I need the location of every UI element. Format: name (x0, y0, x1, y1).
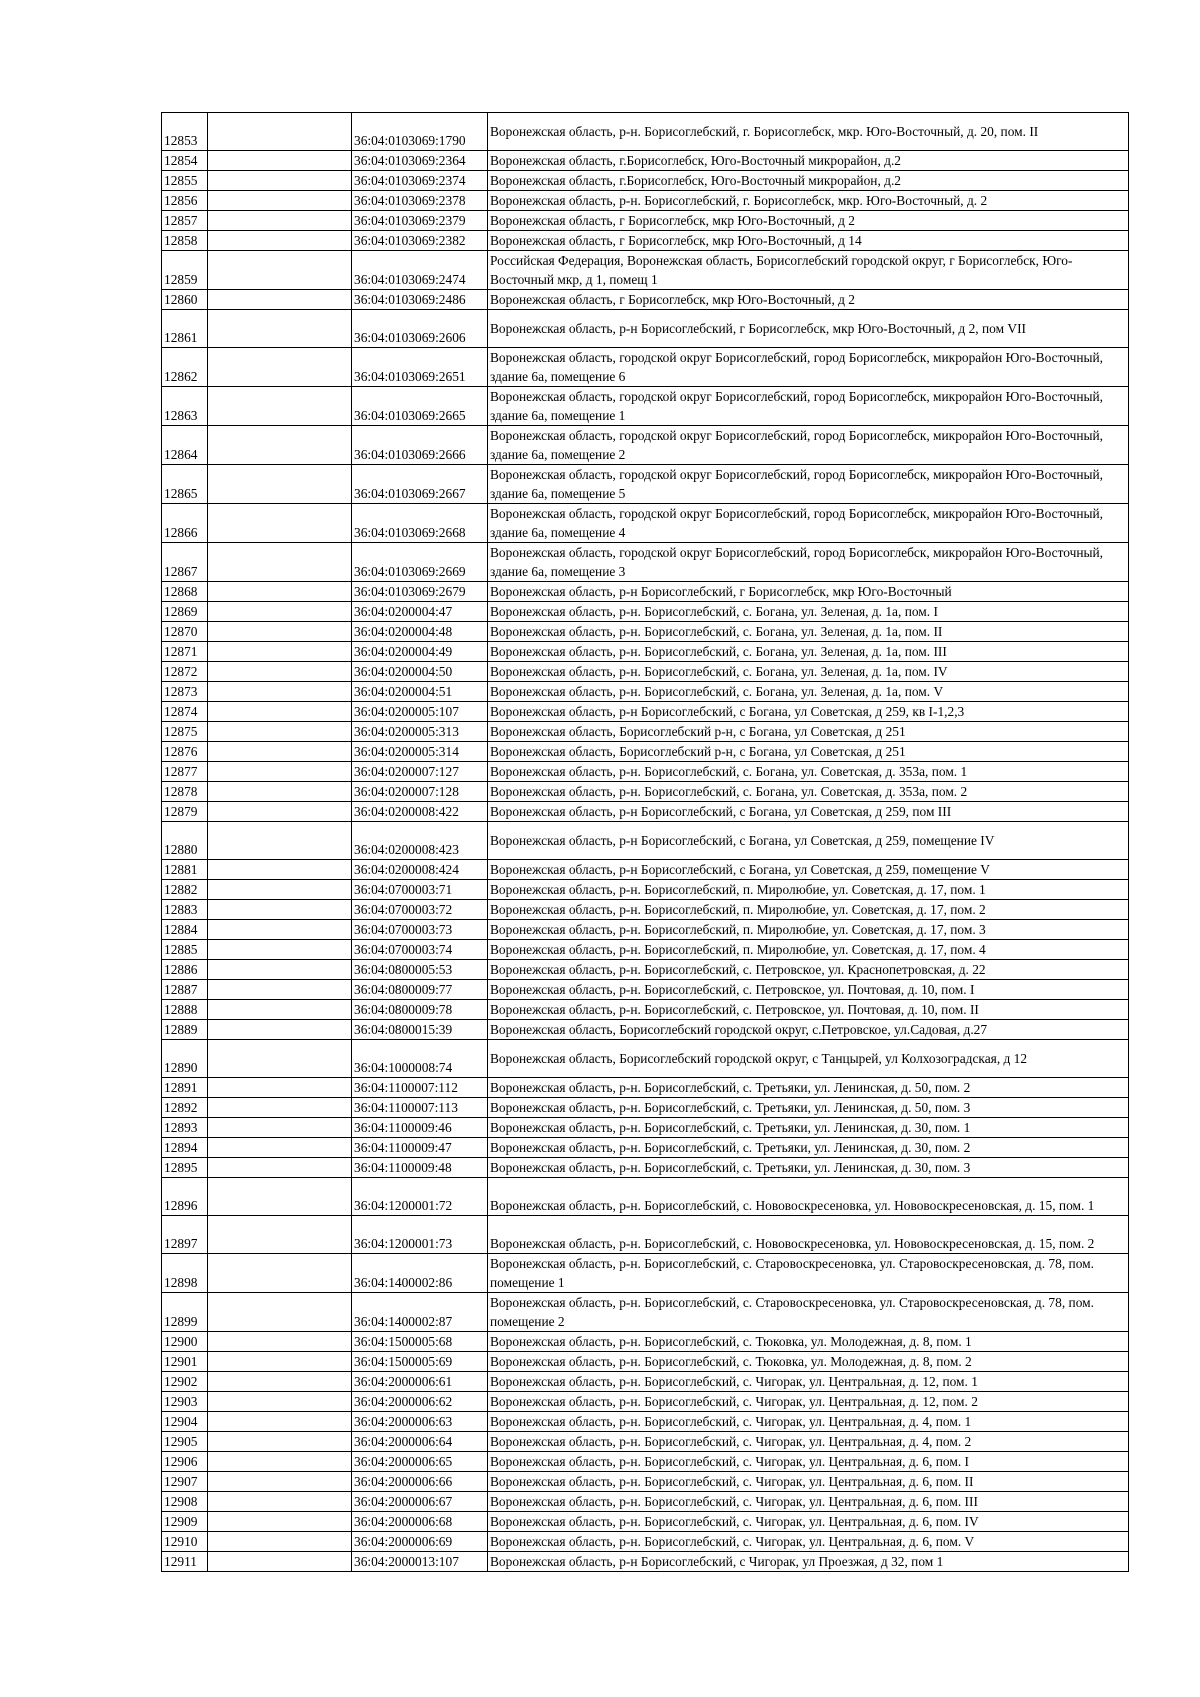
cadastral-number-cell: 36:04:0103069:1790 (352, 113, 488, 151)
table-row (162, 348, 1129, 387)
empty-cell (208, 465, 352, 504)
cadastral-number-cell: 36:04:0200005:314 (352, 742, 488, 762)
empty-cell (208, 1138, 352, 1158)
cadastral-number-cell: 36:04:0200007:128 (352, 782, 488, 802)
cadastral-number-cell: 36:04:2000006:61 (352, 1372, 488, 1392)
row-number-cell: 12884 (162, 920, 208, 940)
empty-cell (208, 702, 352, 722)
cadastral-number-cell: 36:04:0200004:50 (352, 662, 488, 682)
table-row (162, 1254, 1129, 1293)
table-row (162, 1452, 1129, 1472)
row-number-cell: 12905 (162, 1432, 208, 1452)
address-cell: Воронежская область, р-н. Борисоглебский, с. Чигорак, ул. Центральная, д. 6, пом. II (488, 1472, 1129, 1492)
empty-cell (208, 251, 352, 290)
row-number-cell: 12891 (162, 1078, 208, 1098)
table-row (162, 602, 1129, 622)
row-number-cell: 12876 (162, 742, 208, 762)
row-number-cell: 12881 (162, 860, 208, 880)
table-row (162, 1332, 1129, 1352)
empty-cell (208, 900, 352, 920)
table-row (162, 171, 1129, 191)
empty-cell (208, 1000, 352, 1020)
row-number-cell: 12911 (162, 1552, 208, 1572)
table-row (162, 465, 1129, 504)
empty-cell (208, 860, 352, 880)
cadastral-number-cell: 36:04:1000008:74 (352, 1040, 488, 1078)
empty-cell (208, 1098, 352, 1118)
cadastral-number-cell: 36:04:2000006:69 (352, 1532, 488, 1552)
table-row (162, 1492, 1129, 1512)
row-number-cell: 12856 (162, 191, 208, 211)
empty-cell (208, 642, 352, 662)
address-cell: Воронежская область, р-н. Борисоглебский, с. Чигорак, ул. Центральная, д. 6, пом. IV (488, 1512, 1129, 1532)
table-row (162, 151, 1129, 171)
cadastral-number-cell: 36:04:0200007:127 (352, 762, 488, 782)
cadastral-number-cell: 36:04:0800005:53 (352, 960, 488, 980)
empty-cell (208, 1512, 352, 1532)
address-cell: Воронежская область, р-н. Борисоглебский, с. Петровское, ул. Краснопетровская, д. 22 (488, 960, 1129, 980)
address-cell: Воронежская область, Борисоглебский городской округ, с Танцырей, ул Колхозоградская, д 12 (488, 1040, 1129, 1078)
empty-cell (208, 1158, 352, 1178)
address-cell: Воронежская область, г Борисоглебск, мкр Юго-Восточный, д 2 (488, 290, 1129, 310)
empty-cell (208, 1332, 352, 1352)
row-number-cell: 12862 (162, 348, 208, 387)
row-number-cell: 12892 (162, 1098, 208, 1118)
cadastral-number-cell: 36:04:0200008:424 (352, 860, 488, 880)
empty-cell (208, 543, 352, 582)
empty-cell (208, 1392, 352, 1412)
table-row (162, 1532, 1129, 1552)
empty-cell (208, 742, 352, 762)
empty-cell (208, 920, 352, 940)
address-cell: Воронежская область, р-н. Борисоглебский, с. Старовоскресеновка, ул. Старовоскресеновская, д. 78, пом. помещение 1 (488, 1254, 1129, 1293)
address-cell: Воронежская область, р-н. Борисоглебский, с. Третьяки, ул. Ленинская, д. 30, пом. 2 (488, 1138, 1129, 1158)
empty-cell (208, 426, 352, 465)
empty-cell (208, 722, 352, 742)
cadastral-number-cell: 36:04:2000006:68 (352, 1512, 488, 1532)
table-row (162, 387, 1129, 426)
cadastral-number-cell: 36:04:2000006:66 (352, 1472, 488, 1492)
empty-cell (208, 1492, 352, 1512)
row-number-cell: 12908 (162, 1492, 208, 1512)
table-row (162, 543, 1129, 582)
cadastral-number-cell: 36:04:1400002:86 (352, 1254, 488, 1293)
empty-cell (208, 1372, 352, 1392)
address-cell: Воронежская область, р-н. Борисоглебский, с. Богана, ул. Зеленая, д. 1а, пом. II (488, 622, 1129, 642)
row-number-cell: 12889 (162, 1020, 208, 1040)
row-number-cell: 12867 (162, 543, 208, 582)
table-row (162, 822, 1129, 860)
cadastral-number-cell: 36:04:0200005:107 (352, 702, 488, 722)
cadastral-number-cell: 36:04:0103069:2679 (352, 582, 488, 602)
address-cell: Воронежская область, р-н. Борисоглебский, с. Чигорак, ул. Центральная, д. 4, пом. 2 (488, 1432, 1129, 1452)
empty-cell (208, 1178, 352, 1216)
cadastral-number-cell: 36:04:1100009:48 (352, 1158, 488, 1178)
empty-cell (208, 1412, 352, 1432)
cadastral-number-cell: 36:04:0700003:74 (352, 940, 488, 960)
cadastral-number-cell: 36:04:0200008:422 (352, 802, 488, 822)
table-row (162, 702, 1129, 722)
registry-table-body (162, 113, 1129, 1572)
row-number-cell: 12901 (162, 1352, 208, 1372)
address-cell: Воронежская область, городской округ Борисоглебский, город Борисоглебск, микрорайон Юго-Восточный, здание 6а, помещение 3 (488, 543, 1129, 582)
empty-cell (208, 504, 352, 543)
address-cell: Воронежская область, р-н. Борисоглебский, с. Богана, ул. Советская, д. 353а, пом. 2 (488, 782, 1129, 802)
row-number-cell: 12871 (162, 642, 208, 662)
row-number-cell: 12882 (162, 880, 208, 900)
table-row (162, 1352, 1129, 1372)
address-cell: Воронежская область, г Борисоглебск, мкр Юго-Восточный, д 2 (488, 211, 1129, 231)
address-cell: Воронежская область, р-н Борисоглебский, с Богана, ул Советская, д 259, кв I-1,2,3 (488, 702, 1129, 722)
empty-cell (208, 1040, 352, 1078)
table-row (162, 231, 1129, 251)
cadastral-number-cell: 36:04:2000006:62 (352, 1392, 488, 1412)
table-row (162, 1512, 1129, 1532)
row-number-cell: 12899 (162, 1293, 208, 1332)
table-row (162, 1472, 1129, 1492)
row-number-cell: 12870 (162, 622, 208, 642)
cadastral-number-cell: 36:04:0800009:77 (352, 980, 488, 1000)
table-row (162, 960, 1129, 980)
address-cell: Воронежская область, городской округ Борисоглебский, город Борисоглебск, микрорайон Юго-Восточный, здание 6а, помещение 1 (488, 387, 1129, 426)
address-cell: Воронежская область, Борисоглебский р-н, с Богана, ул Советская, д 251 (488, 722, 1129, 742)
row-number-cell: 12864 (162, 426, 208, 465)
table-row (162, 582, 1129, 602)
address-cell: Воронежская область, р-н. Борисоглебский, п. Миролюбие, ул. Советская, д. 17, пом. 3 (488, 920, 1129, 940)
cadastral-number-cell: 36:04:0800009:78 (352, 1000, 488, 1020)
empty-cell (208, 171, 352, 191)
cadastral-number-cell: 36:04:2000006:65 (352, 1452, 488, 1472)
empty-cell (208, 980, 352, 1000)
table-row (162, 290, 1129, 310)
cadastral-number-cell: 36:04:1100009:46 (352, 1118, 488, 1138)
table-row (162, 860, 1129, 880)
cadastral-number-cell: 36:04:0103069:2668 (352, 504, 488, 543)
empty-cell (208, 1293, 352, 1332)
empty-cell (208, 1472, 352, 1492)
row-number-cell: 12902 (162, 1372, 208, 1392)
table-row (162, 310, 1129, 348)
table-row (162, 113, 1129, 151)
address-cell: Воронежская область, р-н. Борисоглебский, п. Миролюбие, ул. Советская, д. 17, пом. 2 (488, 900, 1129, 920)
cadastral-number-cell: 36:04:2000006:64 (352, 1432, 488, 1452)
empty-cell (208, 211, 352, 231)
row-number-cell: 12857 (162, 211, 208, 231)
address-cell: Воронежская область, Борисоглебский городской округ, с.Петровское, ул.Садовая, д.27 (488, 1020, 1129, 1040)
empty-cell (208, 290, 352, 310)
row-number-cell: 12873 (162, 682, 208, 702)
address-cell: Воронежская область, р-н. Борисоглебский, с. Богана, ул. Зеленая, д. 1а, пом. III (488, 642, 1129, 662)
empty-cell (208, 1216, 352, 1254)
empty-cell (208, 1254, 352, 1293)
table-row (162, 1118, 1129, 1138)
table-row (162, 622, 1129, 642)
cadastral-number-cell: 36:04:1100007:112 (352, 1078, 488, 1098)
empty-cell (208, 662, 352, 682)
table-row (162, 682, 1129, 702)
address-cell: Воронежская область, р-н. Борисоглебский, с. Третьяки, ул. Ленинская, д. 30, пом. 1 (488, 1118, 1129, 1138)
cadastral-number-cell: 36:04:0103069:2669 (352, 543, 488, 582)
row-number-cell: 12903 (162, 1392, 208, 1412)
empty-cell (208, 1118, 352, 1138)
table-row (162, 900, 1129, 920)
table-row (162, 1412, 1129, 1432)
empty-cell (208, 1020, 352, 1040)
table-row (162, 1098, 1129, 1118)
address-cell: Воронежская область, р-н Борисоглебский, г Борисоглебск, мкр Юго-Восточный (488, 582, 1129, 602)
cadastral-number-cell: 36:04:2000006:63 (352, 1412, 488, 1432)
row-number-cell: 12895 (162, 1158, 208, 1178)
empty-cell (208, 622, 352, 642)
row-number-cell: 12910 (162, 1532, 208, 1552)
cadastral-number-cell: 36:04:0103069:2667 (352, 465, 488, 504)
table-row (162, 980, 1129, 1000)
address-cell: Воронежская область, р-н. Борисоглебский, п. Миролюбие, ул. Советская, д. 17, пом. 4 (488, 940, 1129, 960)
cadastral-number-cell: 36:04:1100007:113 (352, 1098, 488, 1118)
address-cell: Воронежская область, р-н. Борисоглебский, с. Старовоскресеновка, ул. Старовоскресеновская, д. 78, пом. помещение 2 (488, 1293, 1129, 1332)
row-number-cell: 12888 (162, 1000, 208, 1020)
row-number-cell: 12865 (162, 465, 208, 504)
table-row (162, 642, 1129, 662)
row-number-cell: 12904 (162, 1412, 208, 1432)
row-number-cell: 12863 (162, 387, 208, 426)
address-cell: Воронежская область, р-н. Борисоглебский, с. Петровское, ул. Почтовая, д. 10, пом. I (488, 980, 1129, 1000)
address-cell: Воронежская область, р-н. Борисоглебский, с. Тюковка, ул. Молодежная, д. 8, пом. 2 (488, 1352, 1129, 1372)
address-cell: Воронежская область, р-н. Борисоглебский, с. Третьяки, ул. Ленинская, д. 50, пом. 2 (488, 1078, 1129, 1098)
registry-table (161, 112, 1129, 1572)
cadastral-number-cell: 36:04:0103069:2486 (352, 290, 488, 310)
cadastral-number-cell: 36:04:1500005:69 (352, 1352, 488, 1372)
row-number-cell: 12880 (162, 822, 208, 860)
row-number-cell: 12907 (162, 1472, 208, 1492)
row-number-cell: 12894 (162, 1138, 208, 1158)
address-cell: Воронежская область, городской округ Борисоглебский, город Борисоглебск, микрорайон Юго-Восточный, здание 6а, помещение 2 (488, 426, 1129, 465)
table-row (162, 920, 1129, 940)
empty-cell (208, 1432, 352, 1452)
address-cell: Воронежская область, р-н Борисоглебский, г Борисоглебск, мкр Юго-Восточный, д 2, пом VII (488, 310, 1129, 348)
empty-cell (208, 1552, 352, 1572)
table-row (162, 880, 1129, 900)
row-number-cell: 12853 (162, 113, 208, 151)
table-row (162, 426, 1129, 465)
address-cell: Воронежская область, г.Борисоглебск, Юго-Восточный микрорайон, д.2 (488, 171, 1129, 191)
row-number-cell: 12874 (162, 702, 208, 722)
empty-cell (208, 1452, 352, 1472)
table-row (162, 1432, 1129, 1452)
cadastral-number-cell: 36:04:0103069:2665 (352, 387, 488, 426)
table-row (162, 762, 1129, 782)
cadastral-number-cell: 36:04:0103069:2666 (352, 426, 488, 465)
row-number-cell: 12859 (162, 251, 208, 290)
row-number-cell: 12893 (162, 1118, 208, 1138)
table-row (162, 1138, 1129, 1158)
cadastral-number-cell: 36:04:0103069:2374 (352, 171, 488, 191)
cadastral-number-cell: 36:04:0700003:72 (352, 900, 488, 920)
row-number-cell: 12869 (162, 602, 208, 622)
row-number-cell: 12885 (162, 940, 208, 960)
address-cell: Воронежская область, р-н. Борисоглебский, с. Чигорак, ул. Центральная, д. 12, пом. 1 (488, 1372, 1129, 1392)
address-cell: Воронежская область, р-н. Борисоглебский, с. Третьяки, ул. Ленинская, д. 30, пом. 3 (488, 1158, 1129, 1178)
cadastral-number-cell: 36:04:0103069:2379 (352, 211, 488, 231)
empty-cell (208, 310, 352, 348)
table-row (162, 1020, 1129, 1040)
table-row (162, 940, 1129, 960)
table-row (162, 1372, 1129, 1392)
cadastral-number-cell: 36:04:0200008:423 (352, 822, 488, 860)
cadastral-number-cell: 36:04:0200004:48 (352, 622, 488, 642)
address-cell: Воронежская область, р-н. Борисоглебский, п. Миролюбие, ул. Советская, д. 17, пом. 1 (488, 880, 1129, 900)
address-cell: Российская Федерация, Воронежская область, Борисоглебский городской округ, г Борисоглебск, Юго-Восточный мкр, д 1, помещ 1 (488, 251, 1129, 290)
address-cell: Воронежская область, городской округ Борисоглебский, город Борисоглебск, микрорайон Юго-Восточный, здание 6а, помещение 6 (488, 348, 1129, 387)
row-number-cell: 12906 (162, 1452, 208, 1472)
empty-cell (208, 191, 352, 211)
table-row (162, 1216, 1129, 1254)
cadastral-number-cell: 36:04:1400002:87 (352, 1293, 488, 1332)
address-cell: Воронежская область, р-н. Борисоглебский, г. Борисоглебск, мкр. Юго-Восточный, д. 2 (488, 191, 1129, 211)
empty-cell (208, 151, 352, 171)
cadastral-number-cell: 36:04:0200004:49 (352, 642, 488, 662)
table-row (162, 1000, 1129, 1020)
table-row (162, 251, 1129, 290)
cadastral-number-cell: 36:04:1200001:73 (352, 1216, 488, 1254)
cadastral-number-cell: 36:04:1500005:68 (352, 1332, 488, 1352)
row-number-cell: 12887 (162, 980, 208, 1000)
empty-cell (208, 880, 352, 900)
table-row (162, 1552, 1129, 1572)
row-number-cell: 12896 (162, 1178, 208, 1216)
row-number-cell: 12854 (162, 151, 208, 171)
cadastral-number-cell: 36:04:0700003:71 (352, 880, 488, 900)
row-number-cell: 12866 (162, 504, 208, 543)
empty-cell (208, 582, 352, 602)
address-cell: Воронежская область, р-н Борисоглебский, с Богана, ул Советская, д 259, пом III (488, 802, 1129, 822)
address-cell: Воронежская область, р-н. Борисоглебский, с. Тюковка, ул. Молодежная, д. 8, пом. 1 (488, 1332, 1129, 1352)
empty-cell (208, 387, 352, 426)
table-row (162, 504, 1129, 543)
table-row (162, 1293, 1129, 1332)
empty-cell (208, 782, 352, 802)
cadastral-number-cell: 36:04:0103069:2378 (352, 191, 488, 211)
address-cell: Воронежская область, р-н Борисоглебский, с Богана, ул Советская, д 259, помещение V (488, 860, 1129, 880)
row-number-cell: 12858 (162, 231, 208, 251)
empty-cell (208, 822, 352, 860)
address-cell: Воронежская область, р-н. Борисоглебский, с. Богана, ул. Зеленая, д. 1а, пом. V (488, 682, 1129, 702)
table-row (162, 662, 1129, 682)
empty-cell (208, 802, 352, 822)
row-number-cell: 12877 (162, 762, 208, 782)
table-row (162, 782, 1129, 802)
address-cell: Воронежская область, р-н Борисоглебский, с Чигорак, ул Проезжая, д 32, пом 1 (488, 1552, 1129, 1572)
address-cell: Воронежская область, р-н. Борисоглебский, с. Нововоскресеновка, ул. Нововоскресеновская, д. 15, пом. 1 (488, 1178, 1129, 1216)
row-number-cell: 12883 (162, 900, 208, 920)
cadastral-number-cell: 36:04:1200001:72 (352, 1178, 488, 1216)
address-cell: Воронежская область, р-н. Борисоглебский, с. Богана, ул. Зеленая, д. 1а, пом. IV (488, 662, 1129, 682)
cadastral-number-cell: 36:04:0103069:2364 (352, 151, 488, 171)
table-row (162, 211, 1129, 231)
row-number-cell: 12879 (162, 802, 208, 822)
table-row (162, 191, 1129, 211)
cadastral-number-cell: 36:04:1100009:47 (352, 1138, 488, 1158)
table-row (162, 802, 1129, 822)
table-row (162, 1178, 1129, 1216)
empty-cell (208, 960, 352, 980)
row-number-cell: 12875 (162, 722, 208, 742)
address-cell: Воронежская область, р-н. Борисоглебский, с. Богана, ул. Зеленая, д. 1а, пом. I (488, 602, 1129, 622)
address-cell: Воронежская область, городской округ Борисоглебский, город Борисоглебск, микрорайон Юго-Восточный, здание 6а, помещение 4 (488, 504, 1129, 543)
row-number-cell: 12872 (162, 662, 208, 682)
empty-cell (208, 113, 352, 151)
row-number-cell: 12900 (162, 1332, 208, 1352)
table-row (162, 742, 1129, 762)
row-number-cell: 12897 (162, 1216, 208, 1254)
address-cell: Воронежская область, городской округ Борисоглебский, город Борисоглебск, микрорайон Юго-Восточный, здание 6а, помещение 5 (488, 465, 1129, 504)
cadastral-number-cell: 36:04:0200005:313 (352, 722, 488, 742)
row-number-cell: 12860 (162, 290, 208, 310)
empty-cell (208, 940, 352, 960)
address-cell: Воронежская область, р-н Борисоглебский, с Богана, ул Советская, д 259, помещение IV (488, 822, 1129, 860)
empty-cell (208, 1532, 352, 1552)
empty-cell (208, 762, 352, 782)
table-row (162, 1040, 1129, 1078)
address-cell: Воронежская область, р-н. Борисоглебский, с. Чигорак, ул. Центральная, д. 12, пом. 2 (488, 1392, 1129, 1412)
table-row (162, 1078, 1129, 1098)
address-cell: Воронежская область, Борисоглебский р-н, с Богана, ул Советская, д 251 (488, 742, 1129, 762)
empty-cell (208, 348, 352, 387)
address-cell: Воронежская область, р-н. Борисоглебский, с. Нововоскресеновка, ул. Нововоскресеновская, д. 15, пом. 2 (488, 1216, 1129, 1254)
row-number-cell: 12886 (162, 960, 208, 980)
row-number-cell: 12898 (162, 1254, 208, 1293)
cadastral-number-cell: 36:04:2000006:67 (352, 1492, 488, 1512)
empty-cell (208, 602, 352, 622)
address-cell: Воронежская область, г.Борисоглебск, Юго-Восточный микрорайон, д.2 (488, 151, 1129, 171)
row-number-cell: 12890 (162, 1040, 208, 1078)
table-row (162, 722, 1129, 742)
cadastral-number-cell: 36:04:0700003:73 (352, 920, 488, 940)
row-number-cell: 12909 (162, 1512, 208, 1532)
address-cell: Воронежская область, р-н. Борисоглебский, с. Чигорак, ул. Центральная, д. 6, пом. I (488, 1452, 1129, 1472)
cadastral-number-cell: 36:04:0200004:51 (352, 682, 488, 702)
address-cell: Воронежская область, р-н. Борисоглебский, с. Чигорак, ул. Центральная, д. 4, пом. 1 (488, 1412, 1129, 1432)
cadastral-number-cell: 36:04:0103069:2474 (352, 251, 488, 290)
cadastral-number-cell: 36:04:0103069:2382 (352, 231, 488, 251)
cadastral-number-cell: 36:04:2000013:107 (352, 1552, 488, 1572)
address-cell: Воронежская область, р-н. Борисоглебский, с. Чигорак, ул. Центральная, д. 6, пом. III (488, 1492, 1129, 1512)
cadastral-number-cell: 36:04:0800015:39 (352, 1020, 488, 1040)
empty-cell (208, 231, 352, 251)
row-number-cell: 12868 (162, 582, 208, 602)
address-cell: Воронежская область, р-н. Борисоглебский, г. Борисоглебск, мкр. Юго-Восточный, д. 20, пом. II (488, 113, 1129, 151)
table-row (162, 1392, 1129, 1412)
cadastral-number-cell: 36:04:0103069:2606 (352, 310, 488, 348)
row-number-cell: 12855 (162, 171, 208, 191)
table-row (162, 1158, 1129, 1178)
address-cell: Воронежская область, р-н. Борисоглебский, с. Богана, ул. Советская, д. 353а, пом. 1 (488, 762, 1129, 782)
empty-cell (208, 1078, 352, 1098)
cadastral-number-cell: 36:04:0103069:2651 (352, 348, 488, 387)
row-number-cell: 12861 (162, 310, 208, 348)
address-cell: Воронежская область, р-н. Борисоглебский, с. Третьяки, ул. Ленинская, д. 50, пом. 3 (488, 1098, 1129, 1118)
empty-cell (208, 682, 352, 702)
address-cell: Воронежская область, г Борисоглебск, мкр Юго-Восточный, д 14 (488, 231, 1129, 251)
empty-cell (208, 1352, 352, 1372)
row-number-cell: 12878 (162, 782, 208, 802)
address-cell: Воронежская область, р-н. Борисоглебский, с. Петровское, ул. Почтовая, д. 10, пом. II (488, 1000, 1129, 1020)
cadastral-number-cell: 36:04:0200004:47 (352, 602, 488, 622)
address-cell: Воронежская область, р-н. Борисоглебский, с. Чигорак, ул. Центральная, д. 6, пом. V (488, 1532, 1129, 1552)
